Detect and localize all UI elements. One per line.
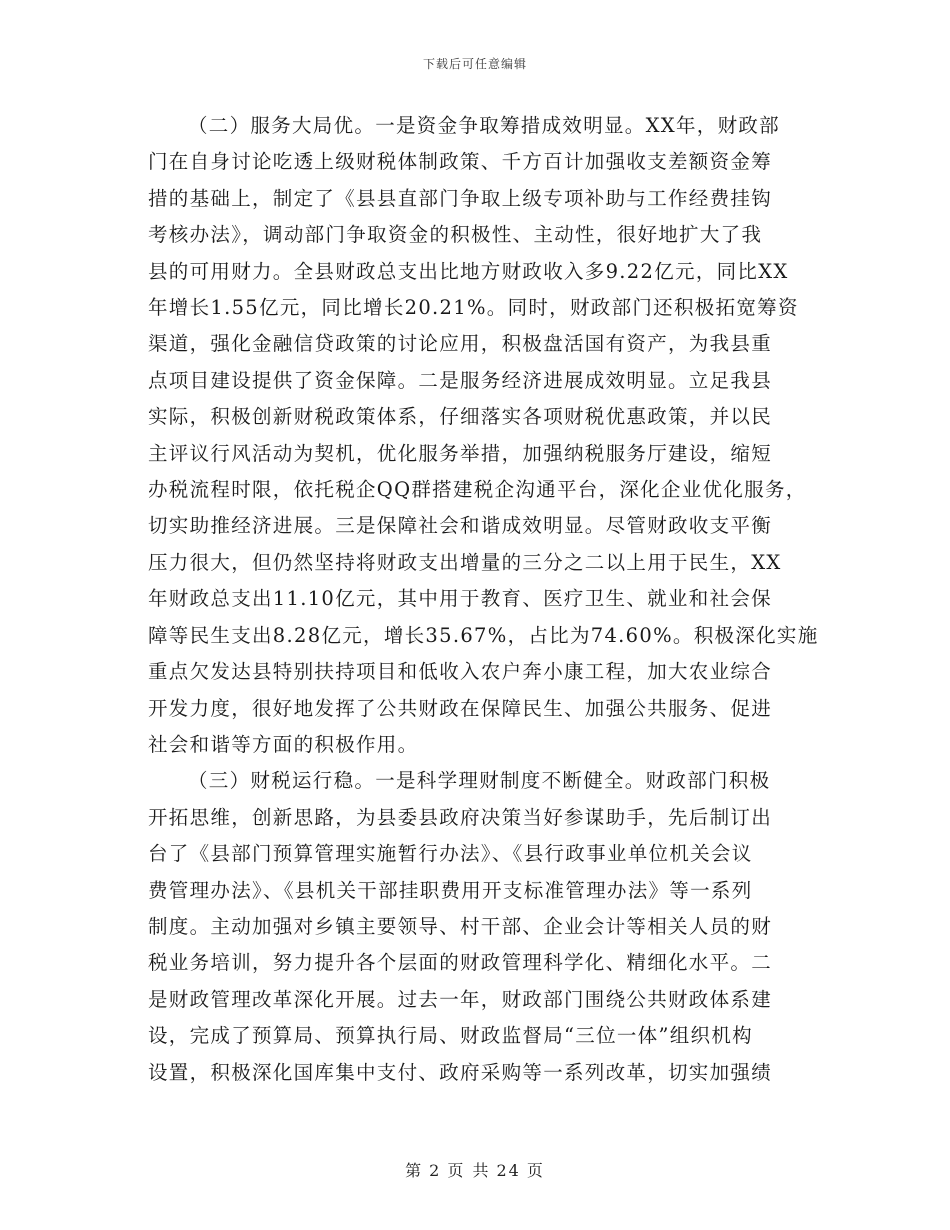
text-line: 台了《县部门预算管理实施暂行办法》、《县行政事业单位机关会议 [148, 842, 753, 866]
text-line: （三）财税运行稳。一是科学理财制度不断健全。财政部门积极 [188, 769, 771, 793]
text-line: 开拓思维，创新思路，为县委县政府决策当好参谋助手，先后制订出 [148, 805, 773, 829]
text-line: 障等民生支出8.28亿元，增长35.67%，占比为74.60%。积极深化实施 [148, 623, 819, 647]
paragraph-finance [148, 763, 816, 1091]
page-label-prefix: 第 [405, 1161, 424, 1180]
body-text [148, 108, 819, 1091]
text-line: 税业务培训，努力提升各个层面的财政管理科学化、精细化水平。二 [148, 951, 773, 975]
page-header: 下载后可任意编辑 [422, 57, 527, 71]
text-line: 年增长1.55亿元，同比增长20.21%。同时，财政部门还积极拓宽筹资 [148, 296, 799, 320]
text-line: 切实助推经济进展。三是保障社会和谐成效明显。尽管财政收支平衡 [148, 514, 773, 538]
text-line: 重点欠发达县特别扶持项目和低收入农户奔小康工程，加大农业综合 [148, 660, 773, 684]
text-line: 办税流程时限，依托税企QQ群搭建税企沟通平台，深化企业优化服务， [148, 478, 807, 502]
page-footer [0, 1158, 950, 1181]
text-line: 措的基础上，制定了《县县直部门争取上级专项补助与工作经费挂钩 [148, 186, 773, 210]
text-line: 压力很大，但仍然坚持将财政支出增量的三分之二以上用于民生，XX [148, 550, 782, 574]
text-line: 开发力度，很好地发挥了公共财政在保障民生、加强公共服务、促进 [148, 696, 773, 720]
text-line: 点项目建设提供了资金保障。二是服务经济进展成效明显。立足我县 [148, 368, 773, 392]
text-line: 考核办法》，调动部门争取资金的积极性、主动性，很好地扩大了我 [148, 223, 763, 247]
text-line: 门在自身讨论吃透上级财税体制政策、千方百计加强收支差额资金筹 [148, 150, 773, 174]
text-line: 设置，积极深化国库集中支付、政府采购等一系列改革，切实加强绩 [148, 1060, 773, 1084]
text-line: （二）服务大局优。一是资金争取筹措成效明显。XX年，财政部 [188, 114, 780, 137]
page-total-number: 24 [496, 1161, 521, 1180]
text-line: 是财政管理改革深化开展。过去一年，财政部门围绕公共财政体系建 [148, 987, 773, 1011]
text-line: 实际，积极创新财税政策体系，仔细落实各项财税优惠政策，并以民 [148, 405, 773, 429]
page-current-number: 2 [429, 1161, 442, 1180]
page-label-mid: 页 共 [447, 1161, 491, 1180]
text-line: 设，完成了预算局、预算执行局、财政监督局“三位一体”组织机构 [148, 1024, 753, 1048]
text-line: 县的可用财力。全县财政总支出比地方财政收入多9.22亿元，同比XX [148, 259, 789, 283]
text-line: 主评议行风活动为契机，优化服务举措，加强纳税服务厅建设，缩短 [148, 441, 773, 465]
text-line: 年财政总支出11.10亿元，其中用于教育、医疗卫生、就业和社会保 [148, 587, 772, 611]
text-line: 费管理办法》、《县机关干部挂职费用开支标准管理办法》等一系列 [148, 878, 753, 902]
text-line: 社会和谐等方面的积极作用。 [148, 732, 419, 756]
text-line: 渠道，强化金融信贷政策的讨论应用，积极盘活国有资产，为我县重 [148, 332, 773, 356]
text-line: 制度。主动加强对乡镇主要领导、村干部、企业会计等相关人员的财 [148, 914, 773, 938]
page-label-suffix: 页 [526, 1161, 545, 1180]
paragraph-service [148, 108, 819, 763]
